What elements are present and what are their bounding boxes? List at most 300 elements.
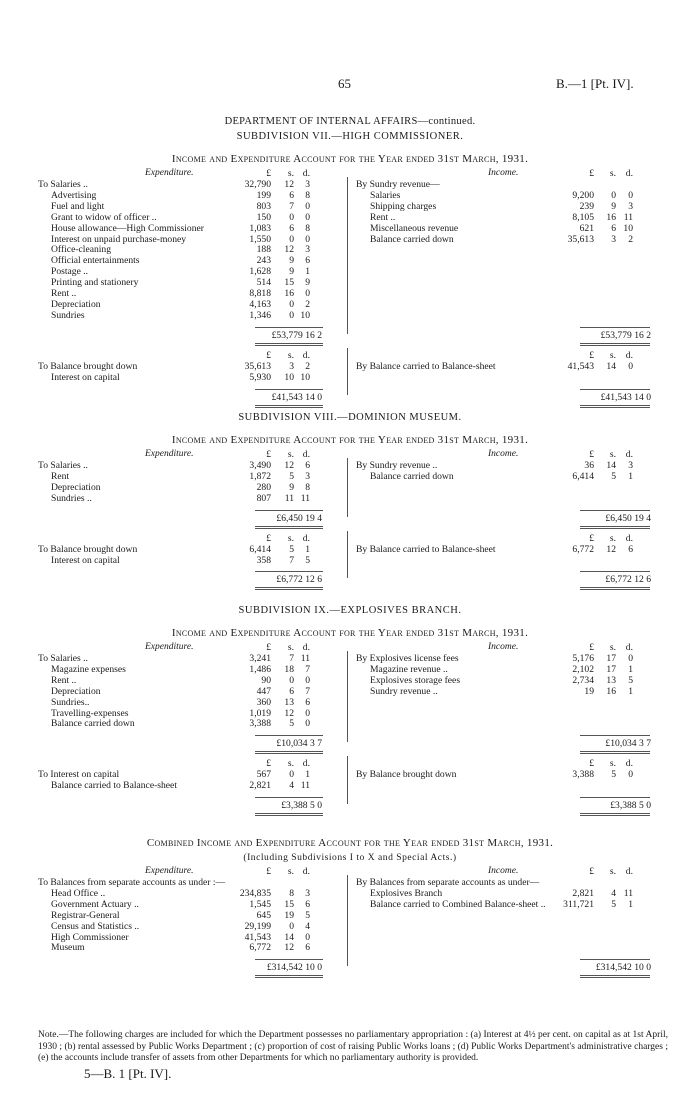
exp-row-label: Interest on unpaid purchase-money	[51, 233, 187, 245]
exp-row-pounds: 5,930	[249, 371, 271, 383]
currency-header: d.	[625, 168, 633, 179]
exp-row-pence: 2	[305, 360, 310, 372]
inc-row-pence: 0	[628, 653, 633, 664]
inc-row-label: By Balance carried to Balance-sheet	[356, 360, 496, 372]
inc-row-pence: 3	[628, 460, 633, 471]
exp-row-pence: 7	[305, 663, 310, 675]
inc-row-pence: 0	[628, 360, 633, 372]
currency-header: £	[589, 642, 594, 653]
exp-row-pounds: 243	[256, 255, 271, 267]
exp-row-pounds: 514	[256, 277, 271, 289]
exp-row-pence: 6	[305, 460, 310, 471]
capital-total-double-rule	[255, 405, 323, 408]
exp-row-shillings: 9	[289, 255, 294, 267]
inc-row-pence: 11	[623, 211, 633, 223]
exp-row-pounds: 32,790	[244, 179, 271, 190]
currency-header: s.	[287, 349, 294, 361]
footer-reference: 5—B. 1 [Pt. IV].	[84, 1066, 172, 1081]
exp-row-pence: 10	[300, 371, 310, 383]
exp-row-label: Rent ..	[51, 674, 77, 686]
inc-row-shillings: 16	[606, 211, 616, 223]
exp-row-pence: 1	[305, 543, 310, 555]
exp-row-label: To Balances from separate accounts as under :—	[38, 877, 226, 888]
exp-row-shillings: 5	[289, 470, 294, 482]
inc-row-pence: 0	[628, 769, 633, 781]
income-header: Income.	[488, 642, 519, 652]
exp-row-pence: 8	[305, 189, 310, 201]
account-total: £6,450 19 4	[605, 512, 651, 524]
account-total-rule	[255, 510, 323, 511]
currency-header: d.	[302, 642, 310, 653]
inc-row-pence: 10	[623, 222, 633, 234]
account-total: £314,542 10 0	[595, 962, 651, 974]
exp-row-shillings: 11	[284, 492, 294, 504]
subdivision-title: SUBDIVISION VIII.—DOMINION MUSEUM.	[238, 412, 462, 423]
exp-row-pence: 3	[305, 244, 310, 256]
inc-row-label: Balance carried down	[370, 470, 454, 482]
exp-row-shillings: 7	[289, 200, 294, 212]
exp-row-pence: 11	[300, 492, 310, 504]
exp-row-label: To Balance brought down	[38, 360, 138, 372]
exp-row-pounds: 1,872	[249, 470, 271, 482]
inc-row-shillings: 14	[606, 360, 616, 372]
exp-row-label: Grant to widow of officer ..	[51, 211, 157, 223]
exp-row-shillings: 19	[284, 909, 294, 921]
inc-row-label: By Explosives license fees	[356, 653, 459, 664]
capital-total-double-rule	[580, 405, 650, 408]
currency-header: s.	[609, 449, 616, 460]
exp-row-pence: 6	[305, 255, 310, 267]
account-total-rule	[580, 327, 650, 328]
account-total: £10,034 3 7	[605, 738, 651, 750]
exp-row-pounds: 807	[256, 492, 271, 504]
exp-row-label: Balance carried down	[51, 718, 135, 730]
inc-row-pounds: 239	[579, 200, 594, 212]
exp-row-label: House allowance—High Commissioner	[51, 222, 204, 234]
inc-row-pounds: 621	[579, 222, 594, 234]
currency-header: £	[266, 758, 271, 770]
expenditure-header: Expenditure.	[145, 642, 194, 652]
inc-row-label: Explosives storage fees	[370, 674, 461, 686]
inc-row-pounds: 6,414	[572, 470, 594, 482]
inc-row-pounds: 9,200	[572, 189, 594, 201]
currency-header: d.	[625, 532, 633, 544]
inc-row-pounds: 3,388	[572, 769, 594, 781]
exp-row-pounds: 1,550	[249, 233, 271, 245]
exp-row-pounds: 3,388	[249, 718, 271, 730]
inc-row-shillings: 14	[606, 460, 616, 471]
currency-header: £	[266, 866, 271, 877]
capital-total: £6,772 12 6	[276, 574, 322, 586]
inc-row-pounds: 2,821	[572, 887, 594, 899]
exp-row-shillings: 0	[289, 298, 294, 310]
exp-row-shillings: 0	[289, 920, 294, 932]
income-header: Income.	[488, 866, 519, 876]
exp-row-shillings: 8	[289, 887, 294, 899]
currency-header: d.	[625, 349, 633, 361]
subdivision-title: SUBDIVISION VII.—HIGH COMMISSIONER.	[236, 131, 464, 142]
exp-row-pence: 7	[305, 685, 310, 697]
inc-row-pence: 6	[628, 543, 633, 555]
inc-row-label: By Sundry revenue ..	[356, 460, 438, 471]
inc-row-shillings: 17	[606, 653, 616, 664]
expenditure-header: Expenditure.	[145, 449, 194, 459]
exp-row-pounds: 1,545	[249, 898, 271, 910]
inc-row-label: Balance carried to Combined Balance-sheet ..	[370, 898, 546, 910]
exp-row-label: Census and Statistics ..	[51, 920, 140, 932]
currency-header: s.	[609, 758, 616, 770]
exp-row-label: Rent ..	[51, 288, 77, 299]
currency-header: £	[266, 449, 271, 460]
exp-row-pence: 3	[305, 179, 310, 190]
column-divider	[347, 177, 348, 334]
inc-row-pence: 1	[628, 898, 633, 910]
exp-row-shillings: 4	[289, 780, 294, 792]
exp-row-label: Depreciation	[51, 481, 101, 493]
currency-header: s.	[287, 449, 294, 460]
exp-row-shillings: 13	[284, 696, 294, 708]
exp-row-pounds: 360	[256, 696, 271, 708]
exp-row-pounds: 6,414	[249, 543, 271, 555]
inc-row-label: Rent ..	[370, 211, 396, 223]
exp-row-label: Official entertainments	[51, 255, 140, 267]
exp-row-pounds: 188	[256, 244, 271, 256]
exp-row-pounds: 2,821	[249, 780, 271, 792]
currency-header: s.	[287, 758, 294, 770]
exp-row-pounds: 1,083	[249, 222, 271, 234]
account-total-rule	[580, 510, 650, 511]
account-title: Income and Expenditure Account for the Year ended 31st March, 1931.	[171, 153, 529, 165]
exp-row-pence: 0	[305, 233, 310, 245]
currency-header: s.	[609, 349, 616, 361]
exp-row-label: Government Actuary ..	[51, 898, 139, 910]
currency-header: £	[589, 758, 594, 770]
exp-row-shillings: 6	[289, 189, 294, 201]
department-title: DEPARTMENT OF INTERNAL AFFAIRS—continued.	[224, 116, 476, 127]
exp-row-pounds: 6,772	[249, 942, 271, 954]
account-title: Combined Income and Expenditure Account for the Year ended 31st March, 1931.	[146, 837, 554, 849]
expenditure-header: Expenditure.	[145, 168, 194, 178]
inc-row-shillings: 0	[611, 189, 616, 201]
account-total-double-rule	[255, 343, 323, 346]
capital-total-double-rule	[580, 587, 650, 590]
currency-header: d.	[302, 866, 310, 877]
exp-row-pence: 9	[305, 277, 310, 289]
exp-row-pence: 1	[305, 266, 310, 278]
capital-total: £3,388 5 0	[281, 800, 322, 812]
exp-row-label: Interest on capital	[51, 554, 120, 566]
capital-total-double-rule	[255, 813, 323, 816]
exp-row-pounds: 358	[256, 554, 271, 566]
exp-row-pounds: 199	[256, 189, 271, 201]
currency-header: s.	[609, 168, 616, 179]
exp-row-pence: 0	[305, 931, 310, 943]
exp-row-pence: 3	[305, 470, 310, 482]
inc-row-pence: 11	[623, 887, 633, 899]
inc-row-label: Explosives Branch	[370, 887, 443, 899]
exp-row-pounds: 1,628	[249, 266, 271, 278]
exp-row-label: Registrar-General	[51, 909, 120, 921]
capital-total: £3,388 5 0	[610, 800, 651, 812]
exp-row-label: Travelling-expenses	[51, 707, 129, 719]
exp-row-shillings: 0	[289, 769, 294, 781]
currency-header: £	[266, 349, 271, 361]
inc-row-pence: 5	[628, 674, 633, 686]
exp-row-pence: 11	[300, 653, 310, 664]
exp-row-label: Sundries ..	[51, 492, 92, 504]
exp-row-shillings: 12	[284, 707, 294, 719]
exp-row-shillings: 15	[284, 277, 294, 289]
inc-row-label: By Balance brought down	[356, 769, 457, 781]
exp-row-pence: 0	[305, 674, 310, 686]
exp-row-pounds: 150	[256, 211, 271, 223]
inc-row-pounds: 8,105	[572, 211, 594, 223]
exp-row-pence: 2	[305, 298, 310, 310]
account-subtitle: (Including Subdivisions I to X and Special Acts.)	[243, 852, 457, 863]
exp-row-pounds: 4,163	[249, 298, 271, 310]
exp-row-pounds: 3,241	[249, 653, 271, 664]
exp-row-label: Balance carried to Balance-sheet	[51, 780, 177, 792]
currency-header: d.	[302, 449, 310, 460]
inc-row-pounds: 5,176	[572, 653, 594, 664]
inc-row-shillings: 16	[606, 685, 616, 697]
account-total-double-rule	[255, 751, 323, 754]
account-total: £6,450 19 4	[276, 512, 322, 524]
currency-header: d.	[625, 758, 633, 770]
exp-row-shillings: 6	[289, 222, 294, 234]
exp-row-pounds: 8,818	[249, 288, 271, 299]
capital-total: £41,543 14 0	[600, 391, 651, 403]
column-divider	[347, 458, 348, 517]
exp-row-pence: 4	[305, 920, 310, 932]
exp-row-label: Advertising	[51, 189, 97, 201]
exp-row-pounds: 803	[256, 200, 271, 212]
exp-row-pounds: 280	[256, 481, 271, 493]
exp-row-pence: 6	[305, 696, 310, 708]
exp-row-shillings: 7	[289, 554, 294, 566]
exp-row-shillings: 15	[284, 898, 294, 910]
inc-row-pounds: 311,721	[563, 898, 594, 910]
currency-header: £	[266, 168, 271, 179]
capital-total: £41,543 14 0	[271, 391, 322, 403]
exp-row-shillings: 5	[289, 718, 294, 730]
exp-row-label: Sundries..	[51, 696, 90, 708]
column-divider	[347, 348, 348, 396]
exp-row-pounds: 3,490	[249, 460, 271, 471]
currency-header: d.	[625, 642, 633, 653]
page-number: 65	[338, 76, 351, 91]
inc-row-pounds: 36	[584, 460, 594, 471]
inc-row-label: Shipping charges	[370, 200, 437, 212]
exp-row-pounds: 35,613	[244, 360, 271, 372]
exp-row-label: Depreciation	[51, 685, 101, 697]
exp-row-shillings: 7	[289, 653, 294, 664]
inc-row-pence: 1	[628, 470, 633, 482]
inc-row-shillings: 9	[611, 200, 616, 212]
exp-row-label: To Salaries ..	[38, 179, 88, 190]
document-reference: B.—1 [Pt. IV].	[556, 76, 634, 91]
exp-row-pence: 1	[305, 769, 310, 781]
exp-row-label: Rent	[51, 470, 70, 482]
subdivision-title: SUBDIVISION IX.—EXPLOSIVES BRANCH.	[238, 605, 462, 616]
exp-row-label: To Salaries ..	[38, 653, 88, 664]
exp-row-shillings: 18	[284, 663, 294, 675]
exp-row-shillings: 9	[289, 481, 294, 493]
inc-row-pence: 1	[628, 685, 633, 697]
exp-row-pence: 8	[305, 481, 310, 493]
inc-row-label: Magazine revenue ..	[370, 663, 448, 675]
exp-row-label: Interest on capital	[51, 371, 120, 383]
account-total: £53,779 16 2	[600, 329, 651, 341]
currency-header: d.	[302, 532, 310, 544]
account-total: £53,779 16 2	[271, 329, 322, 341]
currency-header: d.	[302, 349, 310, 361]
exp-row-label: Office-cleaning	[51, 244, 112, 256]
column-divider	[347, 756, 348, 804]
exp-row-label: Depreciation	[51, 298, 101, 310]
inc-row-label: Sundry revenue ..	[370, 685, 438, 697]
exp-row-shillings: 12	[284, 179, 294, 190]
income-header: Income.	[488, 168, 519, 178]
account-total-rule	[580, 959, 650, 960]
inc-row-shillings: 4	[611, 887, 616, 899]
inc-row-pence: 0	[628, 189, 633, 201]
inc-row-shillings: 5	[611, 470, 616, 482]
exp-row-pounds: 1,346	[249, 309, 271, 321]
account-total-double-rule	[255, 526, 323, 529]
exp-row-pence: 8	[305, 222, 310, 234]
inc-row-pounds: 19	[584, 685, 594, 697]
exp-row-shillings: 3	[289, 360, 294, 372]
inc-row-pounds: 2,734	[572, 674, 594, 686]
capital-total-rule	[580, 571, 650, 572]
currency-header: £	[266, 532, 271, 544]
expenditure-header: Expenditure.	[145, 866, 194, 876]
inc-row-pounds: 2,102	[572, 663, 594, 675]
exp-row-label: High Commissioner	[51, 931, 129, 943]
capital-total: £6,772 12 6	[605, 574, 651, 586]
exp-row-pounds: 447	[256, 685, 271, 697]
account-total: £314,542 10 0	[266, 962, 322, 974]
capital-total-rule	[580, 389, 650, 390]
currency-header: d.	[625, 866, 633, 877]
currency-header: s.	[287, 532, 294, 544]
exp-row-shillings: 6	[289, 685, 294, 697]
currency-header: £	[266, 642, 271, 653]
exp-row-label: Postage ..	[51, 266, 89, 278]
currency-header: s.	[287, 168, 294, 179]
currency-header: £	[589, 532, 594, 544]
exp-row-shillings: 12	[284, 460, 294, 471]
exp-row-shillings: 0	[289, 233, 294, 245]
account-total-rule	[255, 959, 323, 960]
exp-row-label: Museum	[51, 942, 85, 954]
inc-row-pounds: 35,613	[567, 233, 594, 245]
capital-total-double-rule	[255, 587, 323, 590]
account-total-rule	[255, 735, 323, 736]
exp-row-pounds: 645	[256, 909, 271, 921]
exp-row-shillings: 14	[284, 931, 294, 943]
currency-header: s.	[609, 866, 616, 877]
column-divider	[347, 651, 348, 742]
exp-row-pence: 6	[305, 942, 310, 954]
capital-total-double-rule	[580, 813, 650, 816]
exp-row-pounds: 29,199	[244, 920, 271, 932]
inc-row-pence: 2	[628, 233, 633, 245]
currency-header: £	[589, 349, 594, 361]
currency-header: £	[589, 449, 594, 460]
exp-row-pence: 0	[305, 211, 310, 223]
currency-header: d.	[625, 449, 633, 460]
exp-row-pounds: 90	[261, 674, 271, 686]
inc-row-label: By Balance carried to Balance-sheet	[356, 543, 496, 555]
exp-row-label: Magazine expenses	[51, 663, 126, 675]
currency-header: d.	[302, 168, 310, 179]
inc-row-shillings: 6	[611, 222, 616, 234]
inc-row-label: By Sundry revenue—	[356, 179, 440, 190]
exp-row-label: To Salaries ..	[38, 460, 88, 471]
inc-row-shillings: 17	[606, 663, 616, 675]
account-total-double-rule	[580, 526, 650, 529]
exp-row-shillings: 0	[289, 674, 294, 686]
exp-row-shillings: 12	[284, 942, 294, 954]
account-total-double-rule	[580, 343, 650, 346]
footnote: Note.—The following charges are included for which the Department possesses no parliamentary appropriation : (a) Interest at 4½ per cent. on capital as at 1st April, 1930 ; (b) rental assessed by Public Works Department ; (c) proportion of cost of raising Public Works loans ; (d) Public Works Department's administrative charges ; (e) the accounts include transfer of assets from other Departments for which no parliamentary authority is provided.	[38, 1030, 668, 1063]
exp-row-pence: 11	[300, 780, 310, 792]
inc-row-label: By Balances from separate accounts as under—	[356, 877, 540, 888]
inc-row-label: Salaries	[370, 189, 401, 201]
account-title: Income and Expenditure Account for the Year ended 31st March, 1931.	[171, 627, 529, 639]
currency-header: d.	[302, 758, 310, 770]
exp-row-pounds: 567	[256, 769, 271, 781]
exp-row-label: Sundries	[51, 309, 85, 321]
capital-total-rule	[580, 797, 650, 798]
inc-row-pounds: 41,543	[567, 360, 594, 372]
currency-header: £	[589, 168, 594, 179]
exp-row-pence: 0	[305, 718, 310, 730]
exp-row-pence: 6	[305, 898, 310, 910]
column-divider	[347, 531, 348, 579]
currency-header: s.	[287, 866, 294, 877]
exp-row-shillings: 16	[284, 288, 294, 299]
exp-row-label: Head Office ..	[51, 887, 106, 899]
exp-row-shillings: 0	[289, 211, 294, 223]
exp-row-shillings: 5	[289, 543, 294, 555]
inc-row-label: Miscellaneous revenue	[370, 222, 459, 234]
exp-row-pence: 0	[305, 707, 310, 719]
exp-row-pence: 5	[305, 554, 310, 566]
account-total-double-rule	[580, 975, 650, 978]
inc-row-pounds: 6,772	[572, 543, 594, 555]
currency-header: £	[589, 866, 594, 877]
exp-row-label: Printing and stationery	[51, 277, 139, 289]
currency-header: s.	[609, 642, 616, 653]
exp-row-shillings: 9	[289, 266, 294, 278]
exp-row-pounds: 1,486	[249, 663, 271, 675]
exp-row-label: Fuel and light	[51, 200, 105, 212]
account-total-double-rule	[580, 751, 650, 754]
inc-row-pence: 3	[628, 200, 633, 212]
inc-row-pence: 1	[628, 663, 633, 675]
inc-row-shillings: 5	[611, 898, 616, 910]
capital-total-rule	[255, 571, 323, 572]
exp-row-pence: 0	[305, 288, 310, 299]
account-total-double-rule	[255, 975, 323, 978]
capital-total-rule	[255, 389, 323, 390]
exp-row-shillings: 12	[284, 244, 294, 256]
account-title: Income and Expenditure Account for the Year ended 31st March, 1931.	[171, 434, 529, 446]
exp-row-pence: 0	[305, 200, 310, 212]
